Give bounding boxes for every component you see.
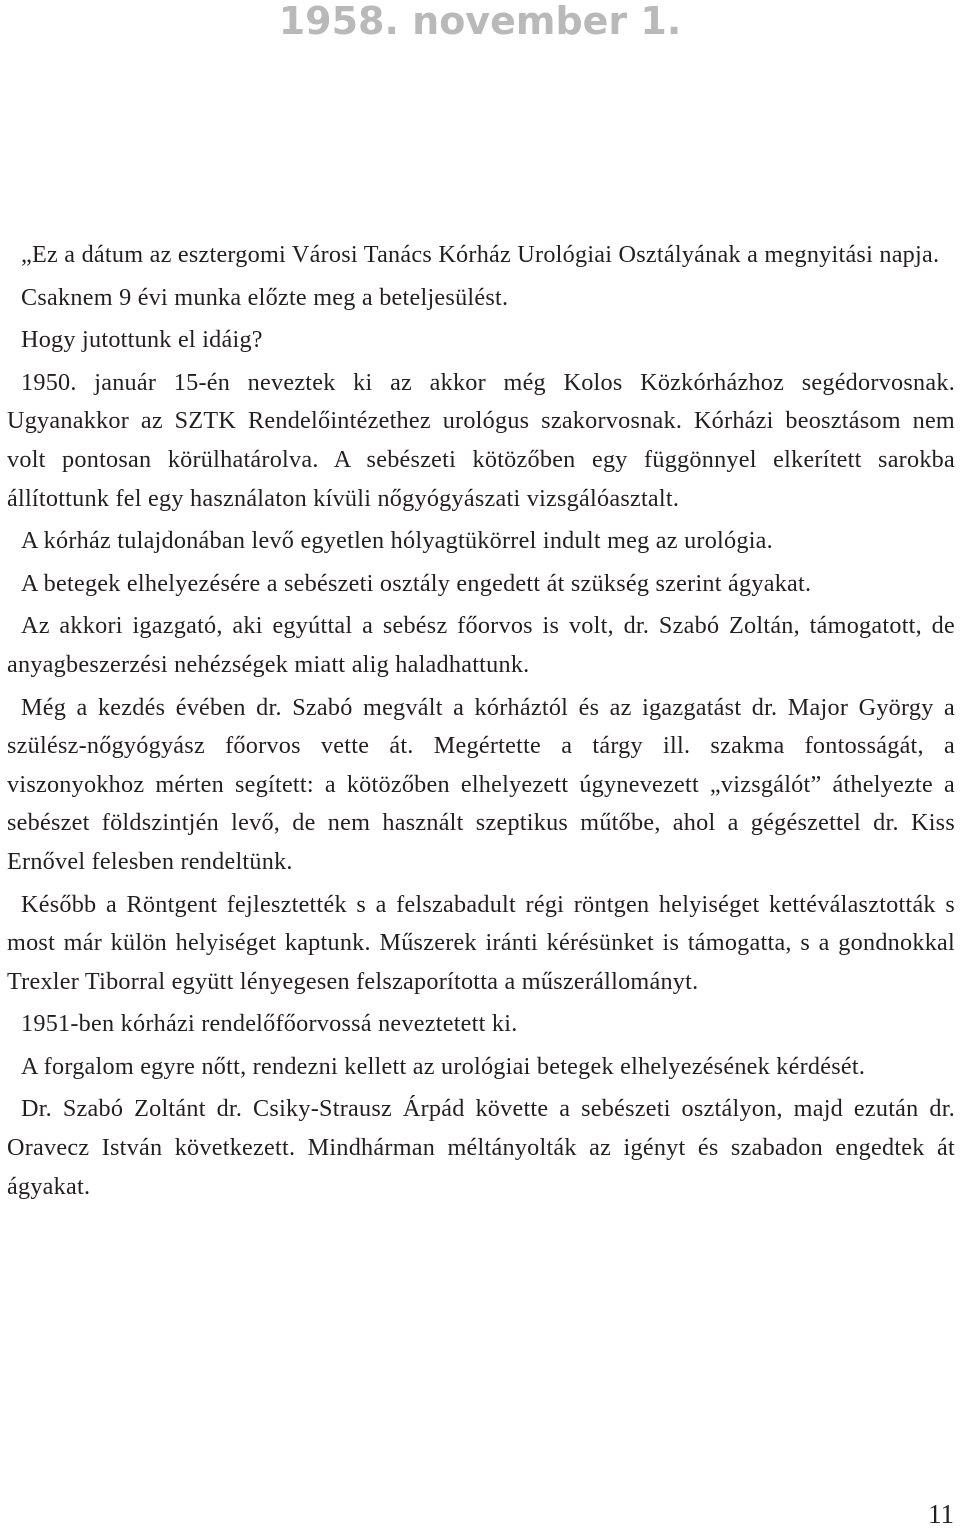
paragraph: A betegek elhelyezésére a sebészeti osztály engedett át szükség szerint ágyakat. <box>21 569 812 597</box>
paragraph: Később a Röntgent fejlesztették s a felszabadult régi röntgen helyiséget kettéválasztották s most már külön helyiséget kaptunk. Műszerek iránti kérésünket is támogatta, s a gondnokkal Trexler Tiborral együtt lényegesen felszaporította a műszerállományt. <box>7 890 955 995</box>
paragraph: Hogy jutottunk el idáig? <box>21 326 263 354</box>
body-text <box>7 236 955 1210</box>
paragraph: A kórház tulajdonában levő egyetlen hólyagtükörrel indult meg az urológia. <box>21 527 773 555</box>
paragraph: A forgalom egyre nőtt, rendezni kellett az urológiai betegek elhelyezésének kérdését. <box>21 1052 866 1080</box>
paragraph: Csaknem 9 évi munka előzte meg a beteljesülést. <box>21 283 509 311</box>
paragraph: 1950. január 15-én neveztek ki az akkor még Kolos Közkórházhoz segédorvosnak. Ugyanakkor az SZTK Rendelőintézethez urológus szakorvosnak. Kórházi beosztásom nem volt pontosan körülhatárolva. A sebészeti kötözőben egy függönnyel elkerített sarokba állítottunk fel egy használaton kívüli nőgyógyászati vizsgálóasztalt. <box>7 368 955 512</box>
page-title: 1958. november 1. <box>278 0 682 43</box>
paragraph: 1951-ben kórházi rendelőfőorvossá neveztetett ki. <box>21 1010 518 1038</box>
page-number: 11 <box>928 1499 954 1529</box>
paragraph: Dr. Szabó Zoltánt dr. Csiky-Strausz Árpád követte a sebészeti osztályon, majd ezután dr. Oravecz István következett. Mindhárman méltányolták az igényt és szabadon engedtek át ágyakat. <box>7 1095 955 1200</box>
paragraph: Még a kezdés évében dr. Szabó megvált a kórháztól és az igazgatást dr. Major György a szülész-nőgyógyász főorvos vette át. Megértette a tárgy ill. szakma fontosságát, a viszonyokhoz mérten segített: a kötözőben elhelyezett úgynevezett „vizsgálót” áthelyezte a sebészet földszintjén levő, de nem használt szeptikus műtőbe, ahol a gégészettel dr. Kiss Ernővel felesben rendeltünk. <box>7 693 955 875</box>
paragraph: „Ez a dátum az esztergomi Városi Tanács Kórház Urológiai Osztályának a megnyitási napja. <box>21 241 940 268</box>
paragraph: Az akkori igazgató, aki egyúttal a sebész főorvos is volt, dr. Szabó Zoltán, támogatott, de anyagbeszerzési nehézségek miatt alig haladhattunk. <box>7 612 955 678</box>
